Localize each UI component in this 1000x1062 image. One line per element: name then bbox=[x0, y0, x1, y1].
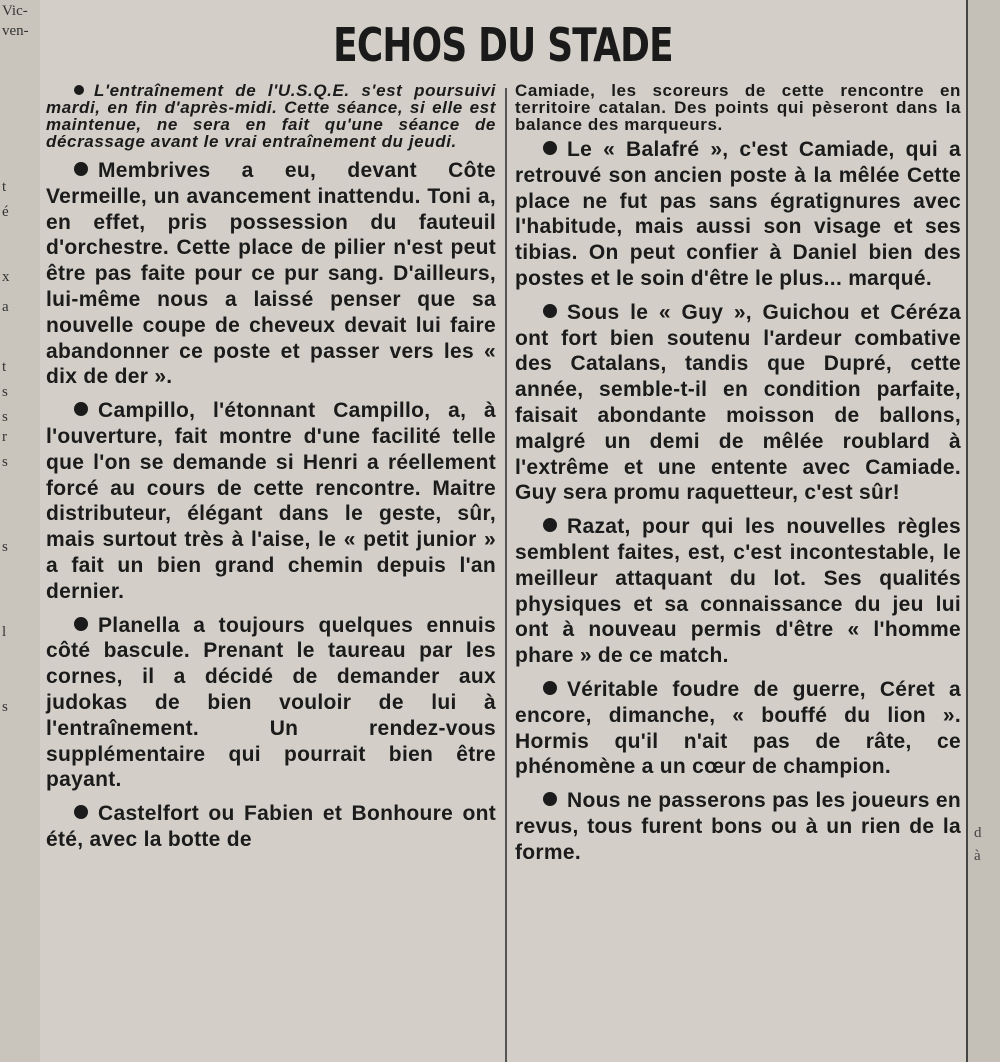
paragraph: Nous ne passerons pas les joueurs en revus, tous furent bons ou à un rien de la forme. bbox=[515, 789, 961, 864]
column-divider bbox=[505, 88, 507, 1062]
margin-fragment: s bbox=[2, 454, 8, 470]
paragraph: Campillo, l'étonnant Campillo, a, à l'ouverture, fait montre d'une facilité telle que l'on se demande si Henri a réellement forcé au cours de cette rencontre. Maitre distributeur, élégant dans le geste, sûr, mais surtout très à l'aise, le « petit junior » a fait un bien grand chemin depuis l'an dernier. bbox=[46, 399, 496, 603]
newspaper-clipping bbox=[40, 0, 966, 1062]
margin-fragment: ven- bbox=[2, 23, 29, 39]
paragraph: Sous le « Guy », Guichou et Céréza ont fort bien soutenu l'ardeur combative des Catalans, tandis que Dupré, cette année, semble-t-il en condition parfaite, faisait abondante moisson de ballons, malgré un demi de mêlée roublard à l'extrême et une entente avec Camiade. Guy sera promu raquetteur, c'est sûr! bbox=[515, 300, 961, 505]
paragraph: Membrives a eu, devant Côte Vermeille, un avancement inattendu. Toni a, en effet, pris possession du fauteuil d'orchestre. Cette place de pilier n'est peut être pas faite pour ce pur sang. D'ailleurs, lui-même nous a laissé penser que sa nouvelle coupe de cheveux devait lui faire abandonner ce poste et passer vers les « dix de der ». bbox=[46, 159, 496, 389]
margin-fragment: s bbox=[2, 699, 8, 715]
margin-fragment: a bbox=[2, 299, 9, 315]
bullet-dot-icon bbox=[543, 518, 557, 532]
bullet-dot-icon bbox=[74, 162, 88, 176]
left-column bbox=[46, 82, 496, 853]
margin-fragment: l bbox=[2, 624, 7, 640]
bullet-dot-icon bbox=[74, 805, 88, 819]
paragraph: Castelfort ou Fabien et Bonhoure ont été, avec la botte de bbox=[46, 802, 496, 851]
right-column bbox=[515, 82, 961, 866]
bullet-dot-icon bbox=[543, 141, 557, 155]
paragraph: Le « Balafré », c'est Camiade, qui a retrouvé son ancien poste à la mêlée Cette place ne fut pas sans égratignures avec l'habitude, mais aussi son visage et ses tibias. On peut confier à Daniel bien des postes et le soin d'être le plus... marqué. bbox=[515, 138, 961, 290]
margin-fragment: d bbox=[974, 825, 982, 841]
paragraph: Planella a toujours quelques ennuis côté bascule. Prenant le taureau par les cornes, il a décidé de demander aux judokas de bien vouloir de lui à l'entraînement. Un rendez-vous supplémentaire qui pourrait bien être payant. bbox=[46, 613, 496, 792]
margin-fragment: s bbox=[2, 384, 8, 400]
bullet-dot-icon bbox=[74, 402, 88, 416]
paragraph: Véritable foudre de guerre, Céret a encore, dimanche, « bouffé du lion ». Hormis qu'il n'ait pas de râte, ce phénomène a un cœur de champion. bbox=[515, 677, 961, 779]
margin-fragment: Vic- bbox=[2, 3, 28, 19]
bullet-dot-icon bbox=[543, 792, 557, 806]
margin-fragment: é bbox=[2, 204, 9, 220]
paragraph: Razat, pour qui les nouvelles règles semblent faites, est, c'est incontestable, le meilleur attaquant du lot. Ses qualités physiques et sa connaissance du jeu lui ont à nouveau permis d'être « l'homme phare » de ce match. bbox=[515, 515, 961, 668]
margin-fragment: s bbox=[2, 539, 8, 555]
margin-fragment: à bbox=[974, 848, 981, 864]
bullet-dot-icon bbox=[543, 681, 557, 695]
margin-fragment: x bbox=[2, 269, 10, 285]
margin-fragment: s bbox=[2, 409, 8, 425]
bullet-dot-icon bbox=[74, 617, 88, 631]
bullet-dot-icon bbox=[74, 85, 84, 95]
margin-fragment: r bbox=[2, 429, 7, 445]
paragraph-continuation: Camiade, les scoreurs de cette rencontre en territoire catalan. Des points qui pèseront dans la balance des marqueurs. bbox=[515, 81, 961, 134]
right-margin-fragments bbox=[966, 0, 1000, 1062]
margin-fragment: t bbox=[2, 359, 7, 375]
margin-fragment: t bbox=[2, 179, 7, 195]
article-title: ECHOS DU STADE bbox=[333, 18, 673, 72]
paragraph: L'entraînement de l'U.S.Q.E. s'est poursuivi mardi, en fin d'après-midi. Cette séance, si elle est maintenue, ne sera en fait qu'une séance de décrassage avant le vrai entraînement du jeudi. bbox=[46, 81, 496, 151]
left-margin-fragments bbox=[0, 0, 42, 1062]
bullet-dot-icon bbox=[543, 304, 557, 318]
